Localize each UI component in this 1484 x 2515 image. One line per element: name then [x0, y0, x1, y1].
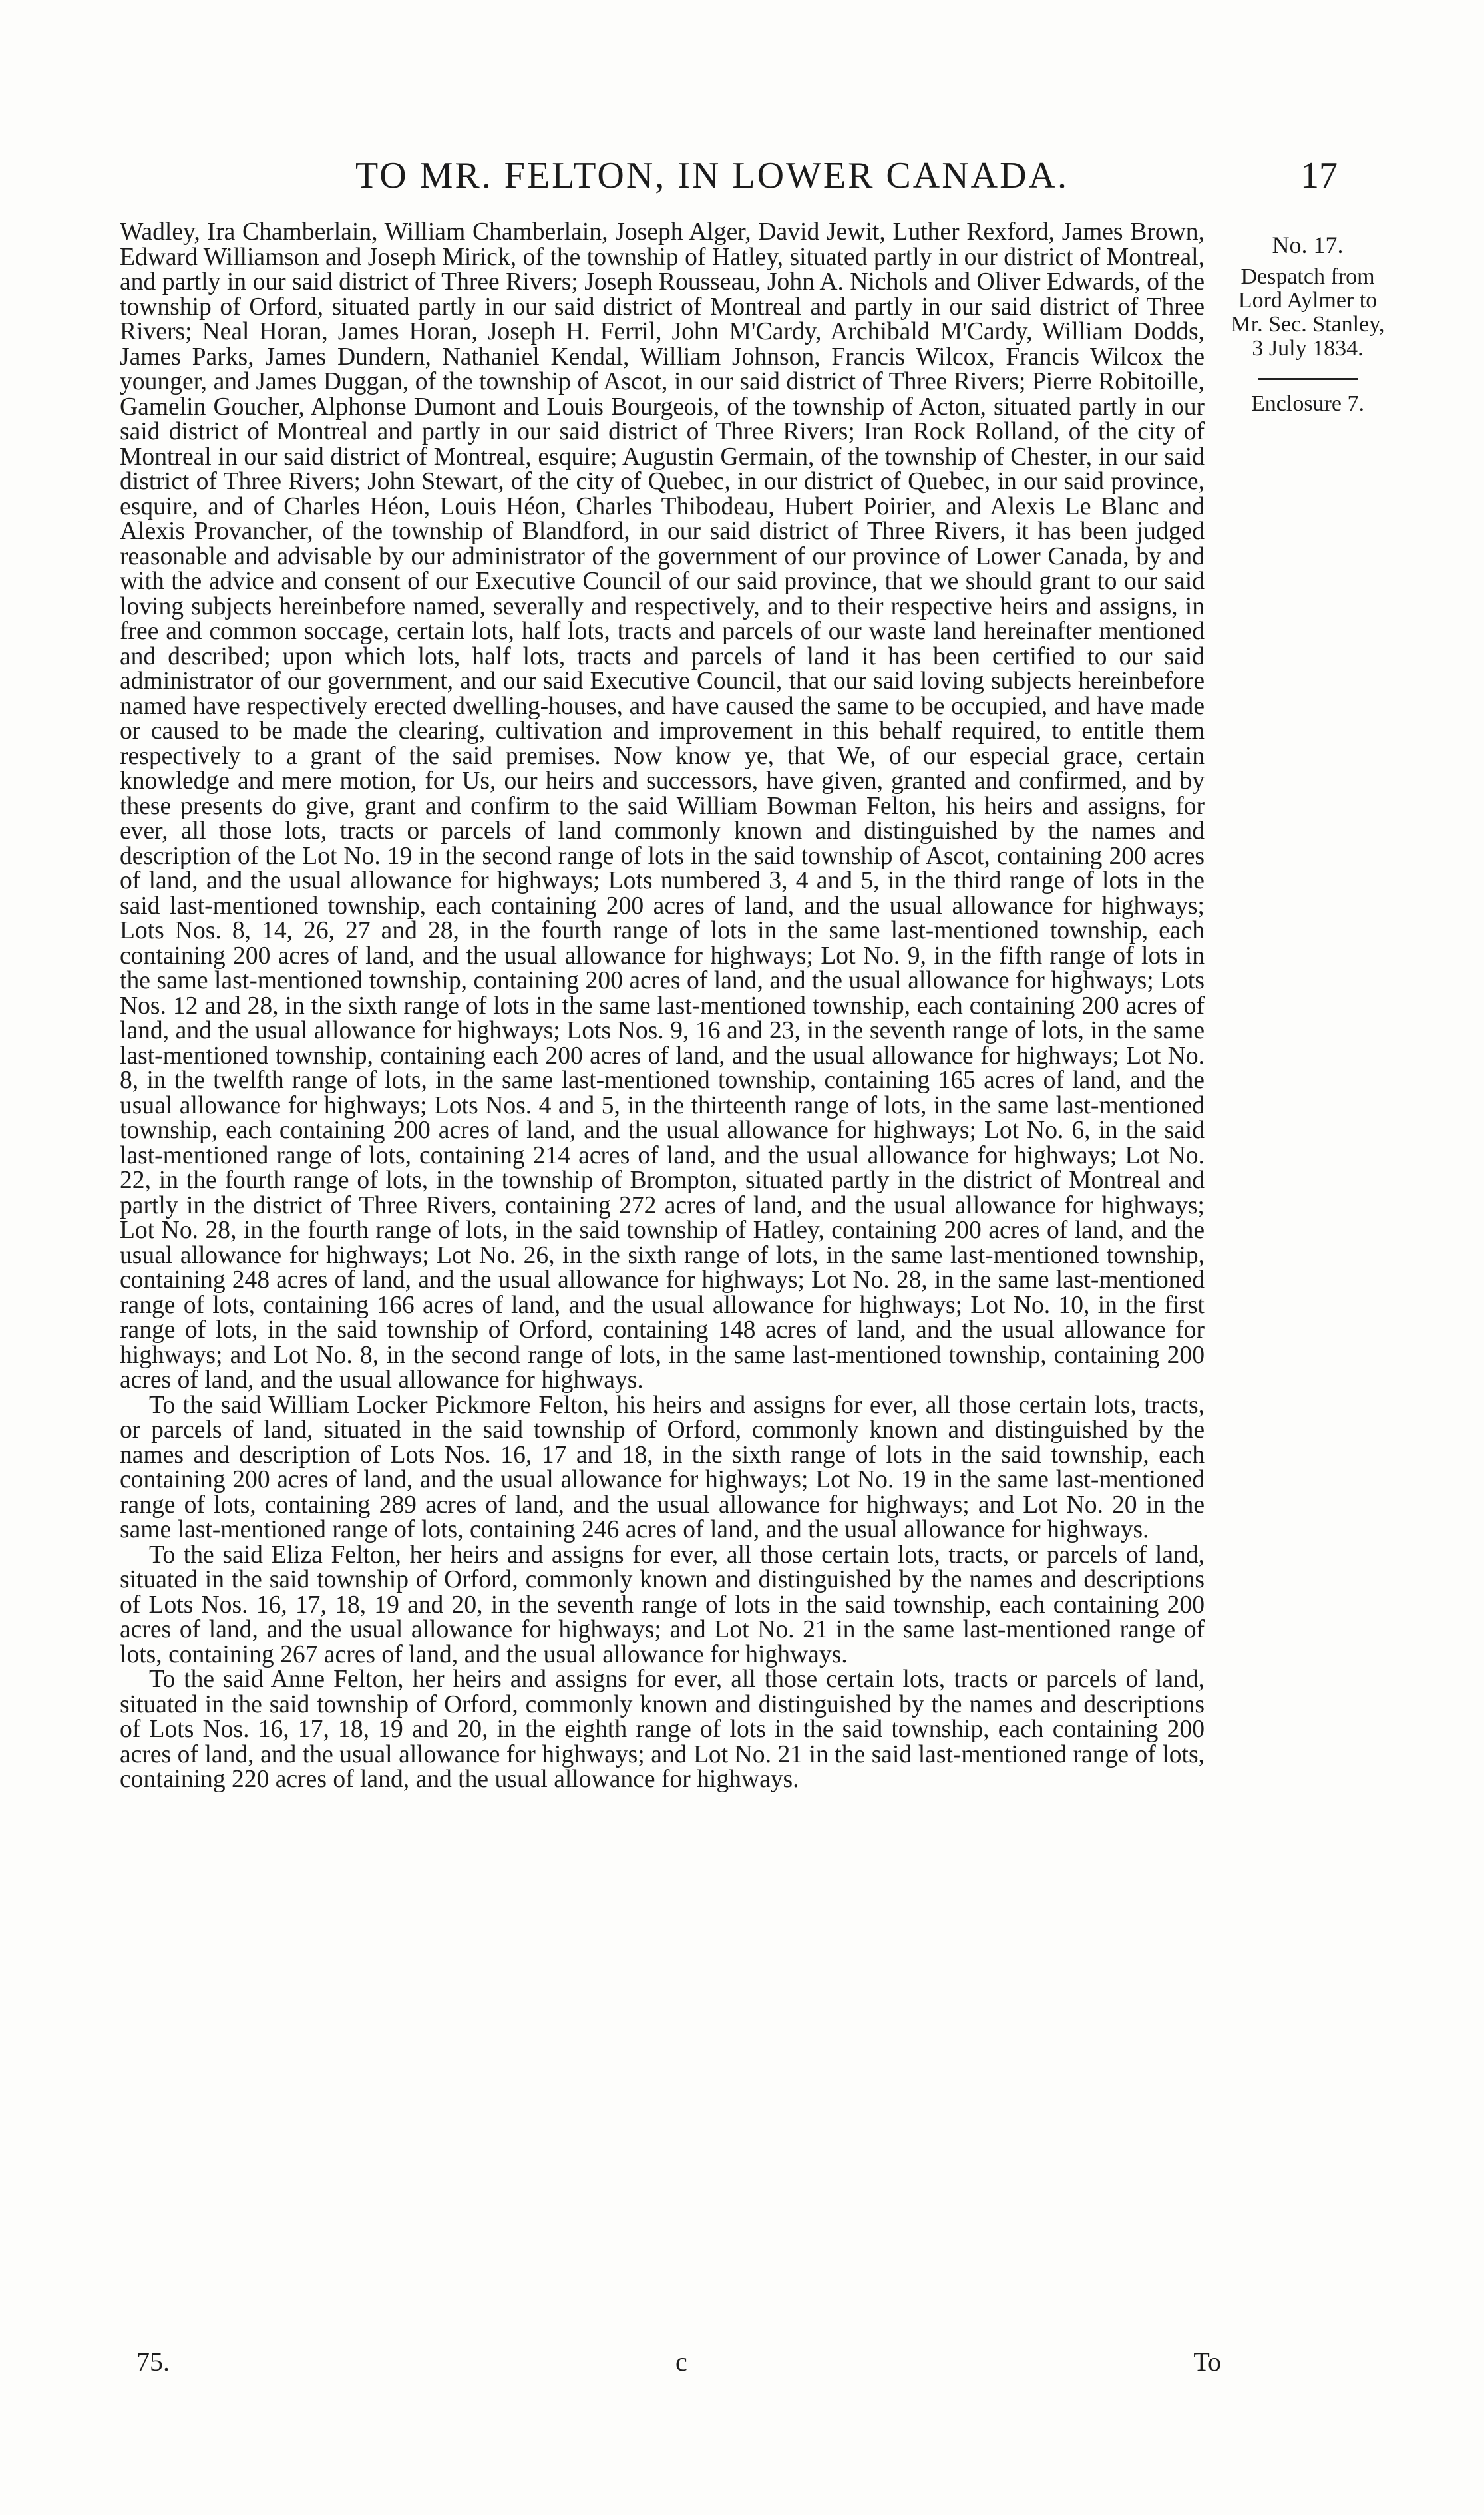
page-header	[153, 154, 1338, 208]
sheet-mark: c	[675, 2347, 687, 2377]
margin-note	[1224, 233, 1391, 416]
page-footer	[136, 2346, 1221, 2386]
enclosure-label: Enclosure 7.	[1251, 391, 1364, 416]
signature-mark: 75.	[136, 2347, 170, 2377]
body-text	[120, 220, 1205, 1792]
page-number: 17	[1300, 155, 1338, 196]
paragraph-eliza-felton: To the said Eliza Felton, her heirs and assigns for ever, all those certain lots, tracts, or parcels of land, situated in the said township of Orford, commonly known and distinguished by the names and descriptions of Lots Nos. 16, 17, 18, 19 and 20, in the seventh range of lots in the said township, each containing 200 acres of land, and the usual allowance for highways; and Lot No. 21 in the same last-mentioned range of lots, containing 267 acres of land, and the usual allowance for highways.	[120, 1541, 1205, 1668]
paragraph-grant-continuation: Wadley, Ira Chamberlain, William Chamberlain, Joseph Alger, David Jewit, Luther Rexford, James Brown, Edward Williamson and Joseph Mirick, of the township of Hatley, situated partly in our district of Montreal, and partly in our said district of Three Rivers; Joseph Rousseau, John A. Nichols and Oliver Edwards, of the township of Orford, situated partly in our said district of Montreal and partly in our said district of Three Rivers; Neal Horan, James Horan, Joseph H. Ferril, John M'Cardy, Archibald M'Cardy, William Dodds, James Parks, James Dundern, Nathaniel Kendal, William Johnson, Francis Wilcox, Francis Wilcox the younger, and James Duggan, of the township of Ascot, in our said district of Three Rivers; Pierre Robitoille, Gamelin Goucher, Alphonse Dumont and Louis Bourgeois, of the township of Acton, situated partly in our said district of Montreal and partly in our said district of Three Rivers; Iran Rock Rolland, of the city of Montreal in our said district of Montreal, esquire; Augustin Germain, of the township of Chester, in our said district of Three Rivers; John Stewart, of the city of Quebec, in our district of Quebec, in our said province, esquire, and of Charles Héon, Louis Héon, Charles Thibodeau, Hubert Poirier, and Alexis Le Blanc and Alexis Provancher, of the township of Blandford, in our said district of Three Rivers, it has been judged reasonable and advisable by our administrator of the government of our province of Lower Canada, by and with the advice and consent of our Executive Council of our said province, that we should grant to our said loving subjects hereinbefore named, severally and respectively, and to their respective heirs and assigns, in free and common soccage, certain lots, half lots, tracts and parcels of our waste land hereinafter mentioned and described; upon which lots, half lots, tracts and parcels of land it has been certified to our said administrator of our government, and our said Executive Council, that our said loving subjects hereinbefore named have respectively erected dwelling-houses, and have caused the same to be occupied, and have made or caused to be made the clearing, cultivation and improvement in this behalf required, to entitle them respectively to a grant of the said premises. Now know ye, that We, of our especial grace, certain knowledge and mere motion, for Us, our heirs and successors, have given, granted and confirmed, and by these presents do give, grant and confirm to the said William Bowman Felton, his heirs and assigns, for ever, all those lots, tracts or parcels of land commonly known and distinguished by the names and description of the Lot No. 19 in the second range of lots in the said township of Ascot, containing 200 acres of land, and the usual allowance for highways; Lots numbered 3, 4 and 5, in the third range of lots in the said last-mentioned township, each containing 200 acres of land, and the usual allowance for highways; Lots Nos. 8, 14, 26, 27 and 28, in the fourth range of lots in the same last-mentioned township, each containing 200 acres of land, and the usual allowance for highways; Lot No. 9, in the fifth range of lots in the same last-mentioned township, containing 200 acres of land, and the usual allowance for highways; Lots Nos. 12 and 28, in the sixth range of lots in the same last-mentioned township, each containing 200 acres of land, and the usual allowance for highways; Lots Nos. 9, 16 and 23, in the seventh range of lots, in the same last-mentioned township, containing each 200 acres of land, and the usual allowance for highways; Lot No. 8, in the twelfth range of lots, in the same last-mentioned township, containing 165 acres of land, and the usual allowance for highways; Lots Nos. 4 and 5, in the thirteenth range of lots, in the same last-mentioned township, each containing 200 acres of land, and the usual allowance for highways; Lot No. 6, in the said last-mentioned range of lots, containing 214 acres of land, and the usual allowance for highways; Lot No. 22, in the fourth range of lots, in the township of Brompton, situated partly in the district of Montreal and partly in the district of Three Rivers, containing 272 acres of land, and the usual allowance for highways; Lot No. 28, in the fourth range of lots, in the said township of Hatley, containing 200 acres of land, and the usual allowance for highways; Lot No. 26, in the sixth range of lots, in the same last-mentioned township, containing 248 acres of land, and the usual allowance for highways; Lot No. 28, in the same last-mentioned range of lots, containing 166 acres of land, and the usual allowance for highways; Lot No. 10, in the first range of lots, in the said township of Orford, containing 148 acres of land, and the usual allowance for highways; and Lot No. 8, in the second range of lots, in the same last-mentioned township, containing 200 acres of land, and the usual allowance for highways.	[120, 218, 1205, 1394]
running-title: TO MR. FELTON, IN LOWER CANADA.	[355, 155, 1069, 196]
paragraph-wlp-felton: To the said William Locker Pickmore Felton, his heirs and assigns for ever, all those certain lots, tracts, or parcels of land, situated in the said township of Orford, commonly known and distinguished by the names and description of Lots Nos. 16, 17 and 18, in the sixth range of lots in the said township, each containing 200 acres of land, and the usual allowance for highways; Lot No. 19 in the same last-mentioned range of lots, containing 289 acres of land, and the usual allowance for highways; and Lot No. 20 in the same last-mentioned range of lots, containing 246 acres of land, and the usual allowance for highways.	[120, 1391, 1205, 1543]
despatch-number: No. 17.	[1272, 232, 1344, 258]
catchword: To	[1193, 2347, 1221, 2377]
margin-divider	[1258, 378, 1358, 380]
despatch-description: Despatch from Lord Aylmer to Mr. Sec. Stanley, 3 July 1834.	[1230, 264, 1385, 361]
paragraph-anne-felton: To the said Anne Felton, her heirs and assigns for ever, all those certain lots, tracts or parcels of land, situated in the said township of Orford, commonly known and distinguished by the names and descriptions of Lots Nos. 16, 17, 18, 19 and 20, in the eighth range of lots in the said township, each containing 200 acres of land, and the usual allowance for highways; and Lot No. 21 in the said last-mentioned range of lots, containing 220 acres of land, and the usual allowance for highways.	[120, 1666, 1205, 1793]
